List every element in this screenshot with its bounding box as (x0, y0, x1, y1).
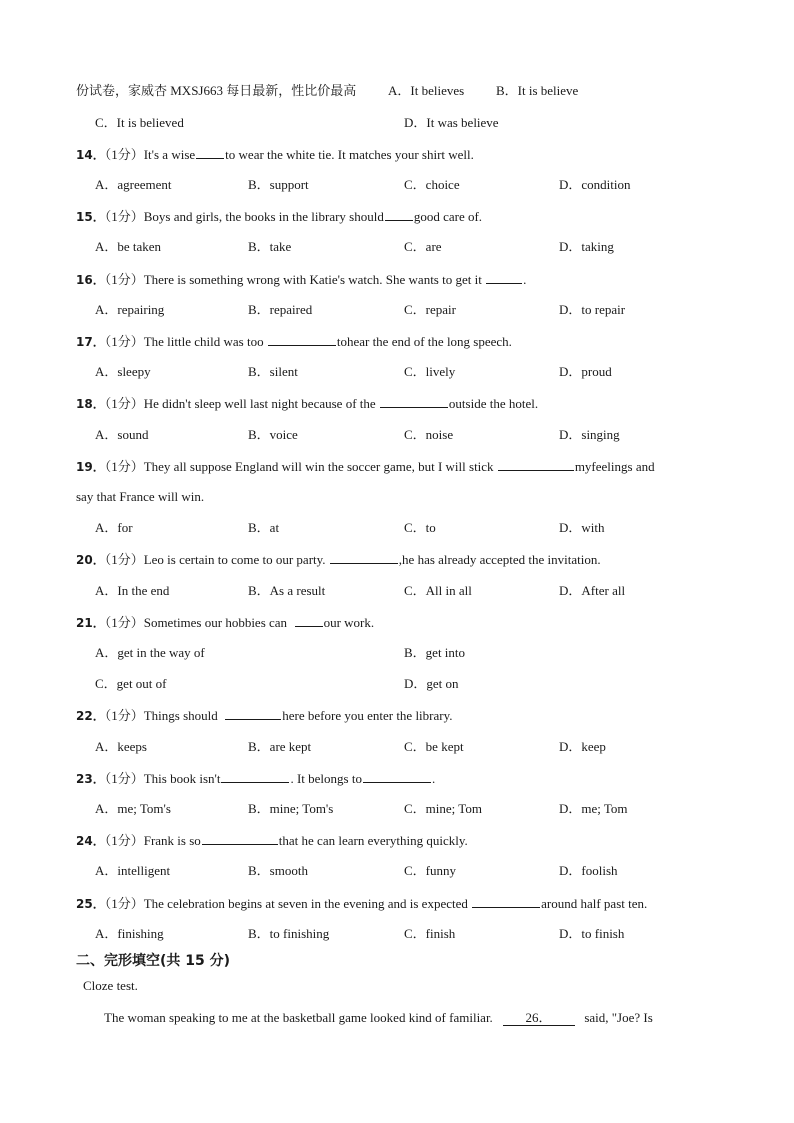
question-score: （1分） (104, 615, 144, 630)
question-stem: There is something wrong with Katie's watch. She wants to get it (143, 272, 482, 287)
answer-blank (295, 613, 323, 627)
passage-text-end: said, "Joe? Is (584, 1010, 653, 1025)
question-stem: Leo is certain to come to our party. (143, 552, 326, 567)
q16-option-d[interactable]: D．to repair (559, 302, 626, 317)
passage-text: The woman speaking to me at the basketball game looked kind of familiar. (104, 1010, 493, 1025)
question-18 (76, 394, 538, 413)
question-score: （1分） (104, 896, 144, 911)
q22-option-b[interactable]: B．are kept (248, 739, 312, 754)
question-number: 14． (76, 148, 105, 162)
question-14 (76, 145, 474, 164)
q24-option-b[interactable]: B．smooth (248, 863, 308, 878)
answer-blank (330, 550, 398, 564)
question-stem: Boys and girls, the books in the library should (143, 209, 384, 224)
question-16 (76, 270, 526, 289)
question-number: 22． (76, 709, 105, 723)
q25-option-a[interactable]: A．finishing (95, 926, 164, 941)
answer-blank (225, 706, 281, 720)
question-score: （1分） (104, 552, 144, 567)
answer-blank (486, 270, 522, 284)
question-21 (76, 613, 374, 632)
question-24 (76, 831, 468, 850)
question-score: （1分） (104, 334, 144, 349)
q17-option-b[interactable]: B．silent (248, 364, 298, 379)
cloze-passage (104, 1009, 653, 1027)
question-number: 20． (76, 553, 105, 567)
question-stem-end: myfeelings and (574, 459, 655, 474)
q13-option-a[interactable]: A．It believes (388, 83, 465, 98)
q13-option-b[interactable]: B．It is believe (496, 83, 579, 98)
q13-option-c[interactable]: C．It is believed (95, 115, 184, 130)
q15-option-c[interactable]: C．are (404, 239, 442, 254)
question-number: 25． (76, 897, 105, 911)
question-stem: He didn't sleep well last night because of the (143, 396, 376, 411)
question-19-continued: say that France will win. (76, 489, 205, 504)
q19-option-d[interactable]: D．with (559, 520, 605, 535)
q22-option-d[interactable]: D．keep (559, 739, 606, 754)
q15-option-d[interactable]: D．taking (559, 239, 614, 254)
question-stem-end: . (431, 771, 436, 786)
question-stem-end: good care of. (413, 209, 483, 224)
q13-option-d[interactable]: D．It was believe (404, 115, 499, 130)
section-subtitle: Cloze test. (83, 978, 138, 993)
q18-option-c[interactable]: C．noise (404, 427, 454, 442)
q20-option-a[interactable]: A．In the end (95, 583, 170, 598)
q21-option-a[interactable]: A．get in the way of (95, 645, 205, 660)
question-number: 16． (76, 273, 105, 287)
question-stem-end: outside the hotel. (448, 396, 539, 411)
q16-option-a[interactable]: A．repairing (95, 302, 165, 317)
answer-blank (472, 894, 540, 908)
question-15 (76, 207, 482, 226)
question-score: （1分） (104, 771, 144, 786)
question-stem-end: to wear the white tie. It matches your shirt well. (225, 147, 474, 162)
question-stem-end: around half past ten. (541, 896, 648, 911)
watermark-text: 份试卷，家威杏 MXSJ663 每日最新，性比价最高 (76, 83, 357, 98)
q24-option-a[interactable]: A．intelligent (95, 863, 171, 878)
question-stem-end: that he can learn everything quickly. (278, 833, 468, 848)
q18-option-d[interactable]: D．singing (559, 427, 620, 442)
question-number: 15． (76, 210, 105, 224)
question-stem: It's a wise (143, 147, 196, 162)
question-20 (76, 550, 601, 569)
question-number: 24． (76, 834, 105, 848)
question-number: 17． (76, 335, 105, 349)
q20-option-c[interactable]: C．All in all (404, 583, 472, 598)
q17-option-c[interactable]: C．lively (404, 364, 456, 379)
answer-blank-1 (221, 769, 289, 783)
q25-option-d[interactable]: D．to finish (559, 926, 625, 941)
q23-option-a[interactable]: A．me; Tom's (95, 801, 171, 816)
q24-option-d[interactable]: D．foolish (559, 863, 618, 878)
question-stem: Things should (143, 708, 218, 723)
q18-option-a[interactable]: A．sound (95, 427, 149, 442)
question-score: （1分） (104, 209, 144, 224)
q14-option-c[interactable]: C．choice (404, 177, 460, 192)
q22-option-c[interactable]: C．be kept (404, 739, 464, 754)
q19-option-a[interactable]: A．for (95, 520, 133, 535)
q19-option-c[interactable]: C．to (404, 520, 436, 535)
q18-option-b[interactable]: B．voice (248, 427, 298, 442)
question-stem-end: here before you enter the library. (282, 708, 453, 723)
answer-blank (380, 394, 448, 408)
answer-blank-2 (363, 769, 431, 783)
q23-option-b[interactable]: B．mine; Tom's (248, 801, 334, 816)
q19-option-b[interactable]: B．at (248, 520, 280, 535)
question-score: （1分） (104, 272, 144, 287)
question-stem: Frank is so (143, 833, 201, 848)
q20-option-b[interactable]: B．As a result (248, 583, 326, 598)
question-stem: They all suppose England will win the soccer game, but I will stick (143, 459, 494, 474)
q25-option-b[interactable]: B．to finishing (248, 926, 330, 941)
q25-option-c[interactable]: C．finish (404, 926, 456, 941)
q14-option-b[interactable]: B．support (248, 177, 309, 192)
question-stem-end: . (523, 272, 527, 287)
question-25 (76, 894, 647, 913)
q21-option-d[interactable]: D．get on (404, 676, 459, 691)
question-22 (76, 706, 453, 725)
question-stem: The little child was too (143, 334, 264, 349)
q16-option-c[interactable]: C．repair (404, 302, 456, 317)
q21-option-b[interactable]: B．get into (404, 645, 466, 660)
answer-blank (385, 207, 413, 221)
question-stem-end: ,he has already accepted the invitation. (398, 552, 601, 567)
q16-option-b[interactable]: B．repaired (248, 302, 313, 317)
question-number: 23． (76, 772, 105, 786)
q14-option-a[interactable]: A．agreement (95, 177, 172, 192)
q23-option-d[interactable]: D．me; Tom (559, 801, 628, 816)
q15-option-a[interactable]: A．be taken (95, 239, 162, 254)
question-number: 19． (76, 460, 105, 474)
question-stem: This book isn't (143, 771, 221, 786)
question-17 (76, 332, 512, 351)
question-number: 21． (76, 616, 105, 630)
q17-option-a[interactable]: A．sleepy (95, 364, 151, 379)
q22-option-a[interactable]: A．keeps (95, 739, 147, 754)
q14-option-d[interactable]: D．condition (559, 177, 631, 192)
question-stem-end: tohear the end of the long speech. (336, 334, 512, 349)
q17-option-d[interactable]: D．proud (559, 364, 612, 379)
section-heading: 二、完形填空(共 15 分) (76, 953, 231, 969)
answer-blank (196, 145, 224, 159)
q20-option-d[interactable]: D．After all (559, 583, 626, 598)
question-score: （1分） (104, 396, 144, 411)
answer-blank (268, 332, 336, 346)
question-stem-mid: . It belongs to (290, 771, 362, 786)
q15-option-b[interactable]: B．take (248, 239, 292, 254)
question-stem-end: our work. (323, 615, 375, 630)
question-score: （1分） (104, 708, 144, 723)
answer-blank (498, 457, 574, 471)
q23-option-c[interactable]: C．mine; Tom (404, 801, 482, 816)
question-score: （1分） (104, 833, 144, 848)
q24-option-c[interactable]: C．funny (404, 863, 457, 878)
question-23 (76, 769, 435, 788)
question-stem: The celebration begins at seven in the evening and is expected (143, 896, 468, 911)
q21-option-c[interactable]: C．get out of (95, 676, 167, 691)
cloze-blank-26[interactable]: 26． (503, 1010, 575, 1026)
question-number: 18． (76, 397, 105, 411)
answer-blank (202, 831, 278, 845)
question-score: （1分） (104, 459, 144, 474)
question-19 (76, 457, 655, 476)
question-score: （1分） (104, 147, 144, 162)
question-stem: Sometimes our hobbies can (143, 615, 288, 630)
q13-continuation (76, 82, 356, 100)
